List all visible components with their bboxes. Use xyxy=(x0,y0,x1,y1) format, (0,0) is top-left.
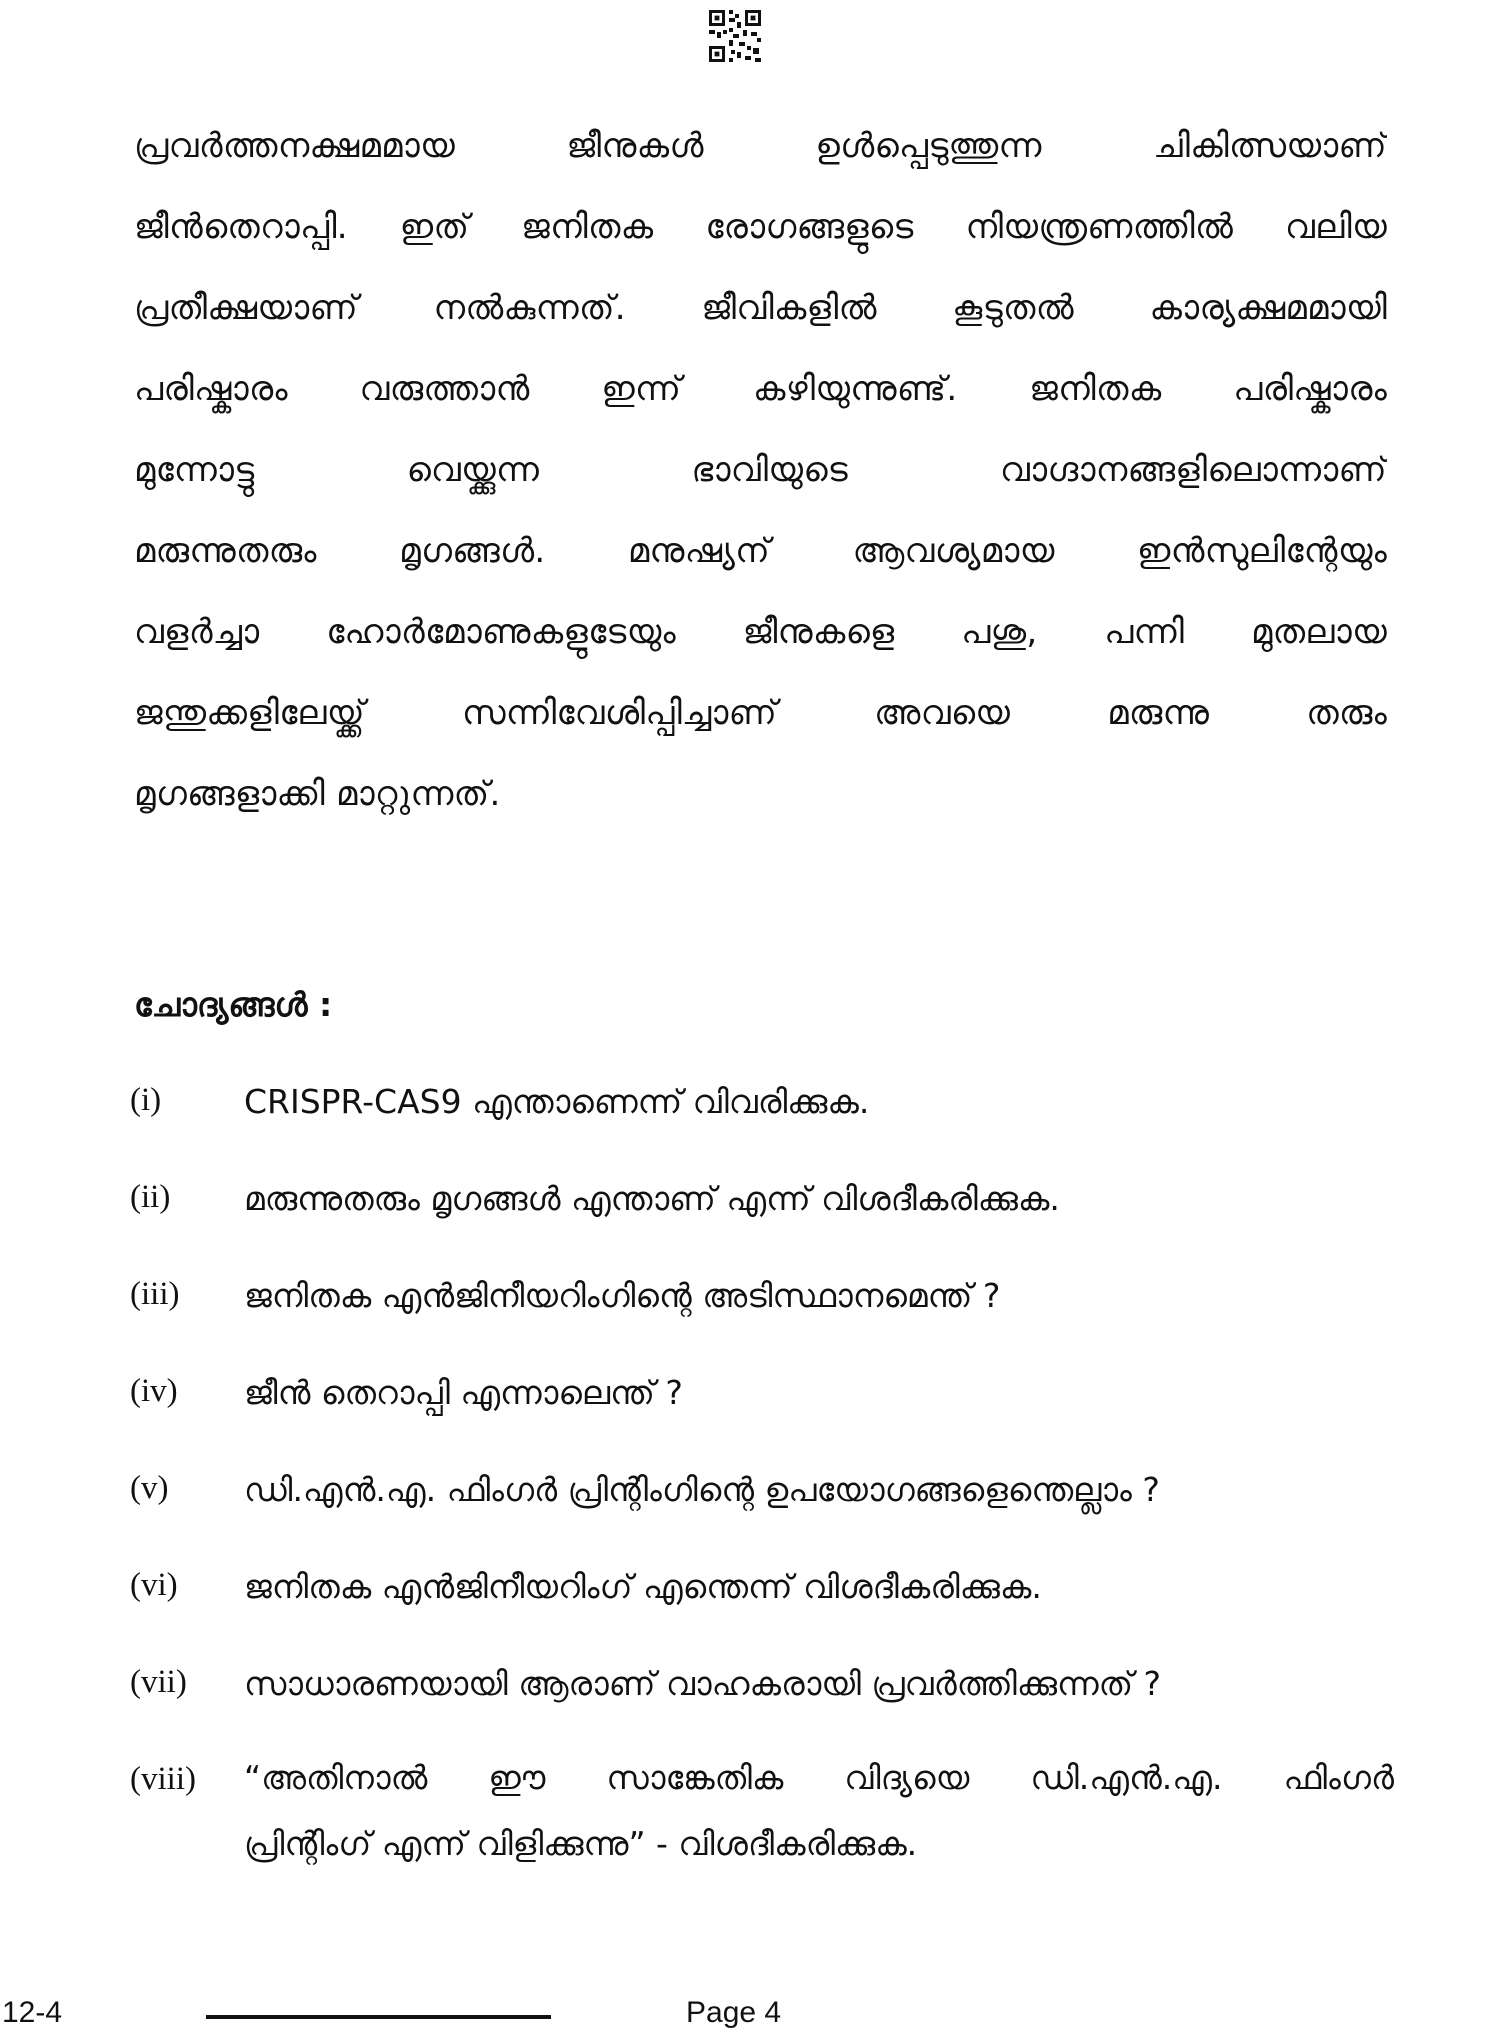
question-text: ജനിതക എൻജിനീയറിംഗിന്റെ അടിസ്ഥാനമെന്ത് ? xyxy=(244,1276,1001,1315)
passage-line: പ്രവർത്തനക്ഷമമായ ജീനുകൾ ഉൾപ്പെടുത്തുന്ന ചികിത്സയാണ് xyxy=(134,126,1387,166)
question-text-line: പ്രിന്റിംഗ് എന്ന് വിളിക്കുന്നു” - വിശദീകരിക്കുക. xyxy=(244,1824,918,1863)
question-item xyxy=(130,1749,1400,1889)
question-number: (i) xyxy=(130,1082,162,1118)
passage-line: ജന്തുക്കളിലേയ്ക്ക് സന്നിവേശിപ്പിച്ചാണ് അവയെ മരുന്നു തരും xyxy=(134,693,1387,733)
page-number: Page 4 xyxy=(686,1996,782,2029)
passage-line: മുന്നോട്ടു വെയ്ക്കുന്ന ഭാവിയുടെ വാഗ്ദാനങ്ങളിലൊന്നാണ് xyxy=(134,450,1387,490)
passage-line: മൃഗങ്ങളാക്കി മാറ്റുന്നത്. xyxy=(134,774,501,814)
question-number: (ii) xyxy=(130,1179,171,1215)
passage-line: പ്രതീക്ഷയാണ് നൽകുന്നത്. ജീവികളിൽ കൂടുതൽ കാര്യക്ഷമമായി xyxy=(134,288,1387,328)
question-text: ഡി.എൻ.എ. ഫിംഗർ പ്രിന്റിംഗിന്റെ ഉപയോഗങ്ങളെന്തെല്ലാം ? xyxy=(244,1470,1160,1509)
question-item xyxy=(130,1361,1400,1458)
footer-code: 12-4 xyxy=(2,1996,63,2029)
question-item xyxy=(130,1167,1400,1264)
question-item xyxy=(130,1555,1400,1652)
footer-rule xyxy=(206,2015,551,2019)
question-item xyxy=(130,1458,1400,1555)
question-list xyxy=(130,1070,1400,1889)
passage-line: മരുന്നുതരും മൃഗങ്ങൾ. മനുഷ്യന് ആവശ്യമായ ഇൻസുലിന്റേയും xyxy=(134,531,1387,571)
question-text: CRISPR-CAS9 എന്താണെന്ന് വിവരിക്കുക. xyxy=(244,1082,870,1121)
passage-line: ജീൻതെറാപ്പി. ഇത് ജനിതക രോഗങ്ങളുടെ നിയന്ത്രണത്തിൽ വലിയ xyxy=(134,207,1387,247)
question-item xyxy=(130,1264,1400,1361)
question-number: (v) xyxy=(130,1470,169,1506)
question-text: മരുന്നുതരും മൃഗങ്ങൾ എന്താണ് എന്ന് വിശദീകരിക്കുക. xyxy=(244,1179,1060,1218)
question-number: (vi) xyxy=(130,1567,178,1603)
question-number: (iv) xyxy=(130,1373,178,1409)
question-number: (iii) xyxy=(130,1276,180,1312)
passage xyxy=(134,106,1387,835)
qr-code-icon xyxy=(707,8,763,64)
question-item xyxy=(130,1652,1400,1749)
question-item xyxy=(130,1070,1400,1167)
question-text-line: “അതിനാൽ ഈ സാങ്കേതിക വിദ്യയെ ഡി.എൻ.എ. ഫിംഗർ xyxy=(244,1758,1394,1797)
question-text: സാധാരണയായി ആരാണ് വാഹകരായി പ്രവർത്തിക്കുന്നത് ? xyxy=(244,1664,1162,1703)
passage-line: വളർച്ചാ ഹോർമോണുകളുടേയും ജീനുകളെ പശു, പന്നി മുതലായ xyxy=(134,612,1387,652)
question-number: (vii) xyxy=(130,1664,187,1700)
questions-heading: ചോദ്യങ്ങൾ : xyxy=(134,985,333,1024)
passage-line: പരിഷ്കാരം വരുത്താൻ ഇന്ന് കഴിയുന്നുണ്ട്. ജനിതക പരിഷ്കാരം xyxy=(134,369,1387,409)
question-number: (viii) xyxy=(130,1761,196,1797)
question-text: ജീൻ തെറാപ്പി എന്നാലെന്ത് ? xyxy=(244,1373,683,1412)
question-text: ജനിതക എൻജിനീയറിംഗ് എന്തെന്ന് വിശദീകരിക്കുക. xyxy=(244,1567,1042,1606)
question-text xyxy=(244,1745,1394,1877)
